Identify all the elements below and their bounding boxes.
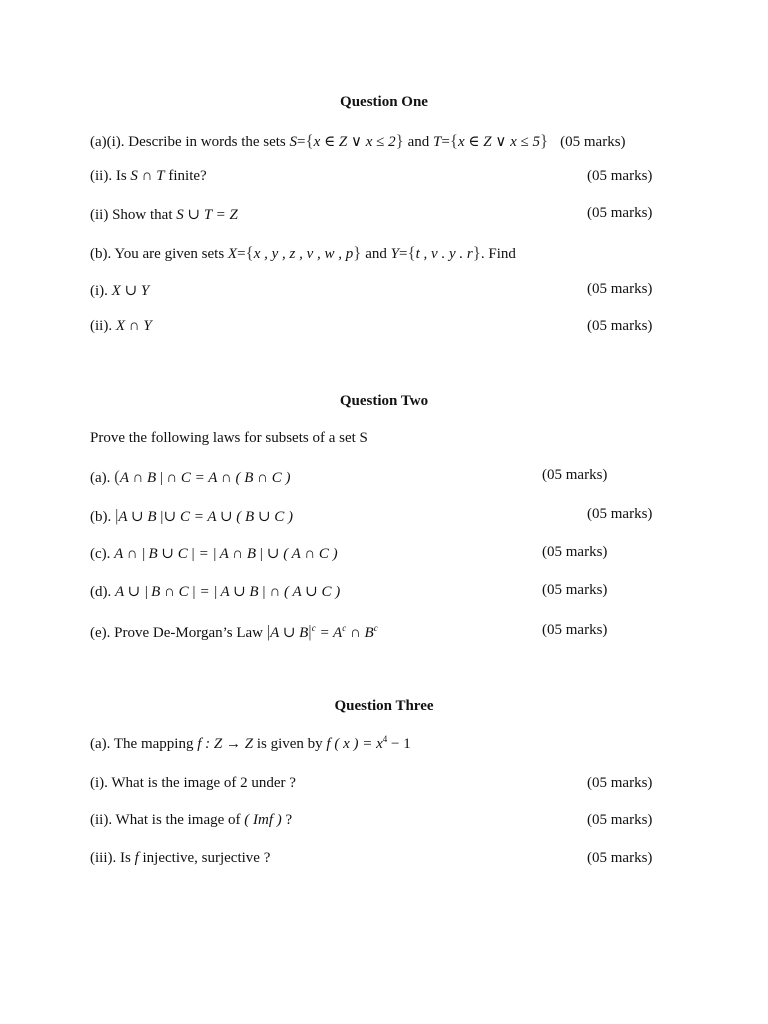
q3-iii-marks: (05 marks): [587, 850, 653, 866]
q2-b-expr: A ∪ B |∪ C = A ∪ ( B ∪ C ): [118, 509, 294, 525]
set-s-open-brace: {: [305, 131, 314, 150]
q1-a-i-marks: (05 marks): [560, 134, 626, 150]
q3-a-prefix: (a). The mapping: [90, 736, 198, 752]
q2-c-prefix: (c).: [90, 546, 115, 562]
q2-d-line: [90, 582, 340, 601]
q1-a-ii-line: [90, 168, 207, 185]
equals-sign: =: [441, 134, 450, 150]
q3-i-marks: (05 marks): [587, 775, 653, 791]
set-y-close-brace: }: [472, 243, 481, 262]
set-s-name: S: [289, 134, 298, 150]
q2-a-marks: (05 marks): [542, 467, 608, 483]
q3-ii-suffix: ?: [281, 812, 293, 828]
q3-ii-expr: ( Imf ): [244, 812, 282, 828]
set-x-open-brace: {: [245, 243, 254, 262]
q1-a-i-line: [90, 131, 626, 151]
q1-a-ii-suffix: finite?: [164, 168, 207, 184]
q1-b-i-expr: X ∪ Y: [111, 283, 150, 299]
q3-a-map: f : Z → Z: [197, 736, 254, 752]
q1-a-iii-line: [90, 205, 238, 224]
question-one-title: Question One: [340, 94, 428, 110]
set-y-name: Y: [390, 246, 399, 262]
q2-a-line: [90, 467, 291, 487]
q3-ii-marks: (05 marks): [587, 812, 653, 828]
q1-b-suffix: . Find: [480, 246, 516, 262]
q2-e-marks: (05 marks): [542, 622, 608, 638]
q1-b-prefix: (b). You are given sets: [90, 246, 228, 262]
set-y-body: t , v . y . r: [415, 246, 473, 262]
q1-a-iii-marks: (05 marks): [587, 205, 653, 221]
q2-e-complement-2: c: [342, 623, 347, 633]
q1-b-ii-marks: (05 marks): [587, 318, 653, 334]
q1-a-ii-expr: S ∩ T: [130, 168, 165, 184]
q2-e-close-bar: |: [308, 622, 312, 641]
equals-sign: =: [297, 134, 306, 150]
q1-a-i-and: and: [403, 134, 433, 150]
q1-b-i-line: [90, 281, 149, 300]
q2-c-marks: (05 marks): [542, 544, 608, 560]
q1-a-i-prefix: (a)(i). Describe in words the sets: [90, 134, 290, 150]
set-t-close-brace: }: [539, 131, 549, 150]
set-t-body: x ∈ Z ∨ x ≤ 5: [457, 134, 540, 150]
q2-b-marks: (05 marks): [587, 506, 653, 522]
set-s-close-brace: }: [395, 131, 404, 150]
set-t-name: T: [433, 134, 442, 150]
q1-a-iii-prefix: (ii) Show that: [90, 207, 177, 223]
q1-b-line: [90, 243, 516, 263]
q2-c-expr: A ∩ | B ∪ C | = | A ∩ B | ∪ ( A ∩ C ): [114, 546, 338, 562]
q2-a-expr: A ∩ B | ∩ C = A ∩ ( B ∩ C ): [119, 470, 291, 486]
q1-b-i-marks: (05 marks): [587, 281, 653, 297]
set-x-body: x , y , z , v , w , p: [253, 246, 354, 262]
q3-a-mid: is given by: [253, 736, 327, 752]
q2-e-line: [90, 622, 378, 642]
q2-b-open-bar: |: [115, 506, 119, 525]
q2-e-cap: ∩ B: [346, 625, 374, 641]
q1-a-iii-expr: S ∪ T = Z: [176, 207, 238, 223]
q2-d-marks: (05 marks): [542, 582, 608, 598]
q2-d-prefix: (d).: [90, 584, 115, 600]
q1-b-and: and: [361, 246, 391, 262]
set-x-close-brace: }: [353, 243, 362, 262]
question-three-title: Question Three: [334, 698, 434, 714]
q2-b-line: [90, 506, 293, 526]
q1-b-i-prefix: (i).: [90, 283, 112, 299]
q2-a-prefix: (a).: [90, 470, 115, 486]
q3-ii-line: [90, 812, 292, 829]
q3-a-exponent: 4: [382, 734, 388, 744]
q2-intro: Prove the following laws for subsets of a set S: [90, 430, 368, 446]
q2-c-line: [90, 544, 338, 563]
q2-b-prefix: (b).: [90, 509, 115, 525]
q2-e-base: A ∪ B: [270, 625, 309, 641]
q1-b-ii-expr: X ∩ Y: [115, 318, 152, 334]
q3-iii-suffix: injective, surjective ?: [138, 850, 271, 866]
q2-e-open-bar: |: [266, 622, 271, 641]
q1-a-ii-marks: (05 marks): [587, 168, 653, 184]
q3-a-func: f ( x ) = x: [326, 736, 383, 752]
q1-a-ii-prefix: (ii). Is: [90, 168, 131, 184]
q3-a-tail: − 1: [387, 736, 411, 752]
q3-ii-prefix: (ii). What is the image of: [90, 812, 245, 828]
q3-iii-line: [90, 850, 270, 867]
q2-e-prefix: (e). Prove De-Morgan’s Law: [90, 625, 267, 641]
q3-i-line: (i). What is the image of 2 under ?: [90, 775, 296, 791]
q2-a-open-bar: (: [114, 467, 120, 486]
q2-e-complement-3: c: [373, 623, 378, 633]
equals-sign: =: [237, 246, 246, 262]
set-x-name: X: [227, 246, 238, 262]
q3-a-line: [90, 736, 411, 753]
q2-d-expr: A ∪ | B ∩ C | = | A ∪ B | ∩ ( A ∪ C ): [115, 584, 341, 600]
q3-iii-expr: f: [134, 850, 139, 866]
set-t-open-brace: {: [449, 131, 458, 150]
q2-e-complement-1: c: [311, 623, 316, 633]
question-two-title: Question Two: [339, 393, 429, 409]
set-s-body: x ∈ Z ∨ x ≤ 2: [313, 134, 396, 150]
equals-sign: =: [398, 246, 408, 262]
q3-iii-prefix: (iii). Is: [90, 850, 135, 866]
q2-e-eq: = A: [315, 625, 343, 641]
q1-b-ii-prefix: (ii).: [90, 318, 116, 334]
set-y-open-brace: {: [407, 243, 416, 262]
q1-b-ii-line: [90, 318, 152, 335]
